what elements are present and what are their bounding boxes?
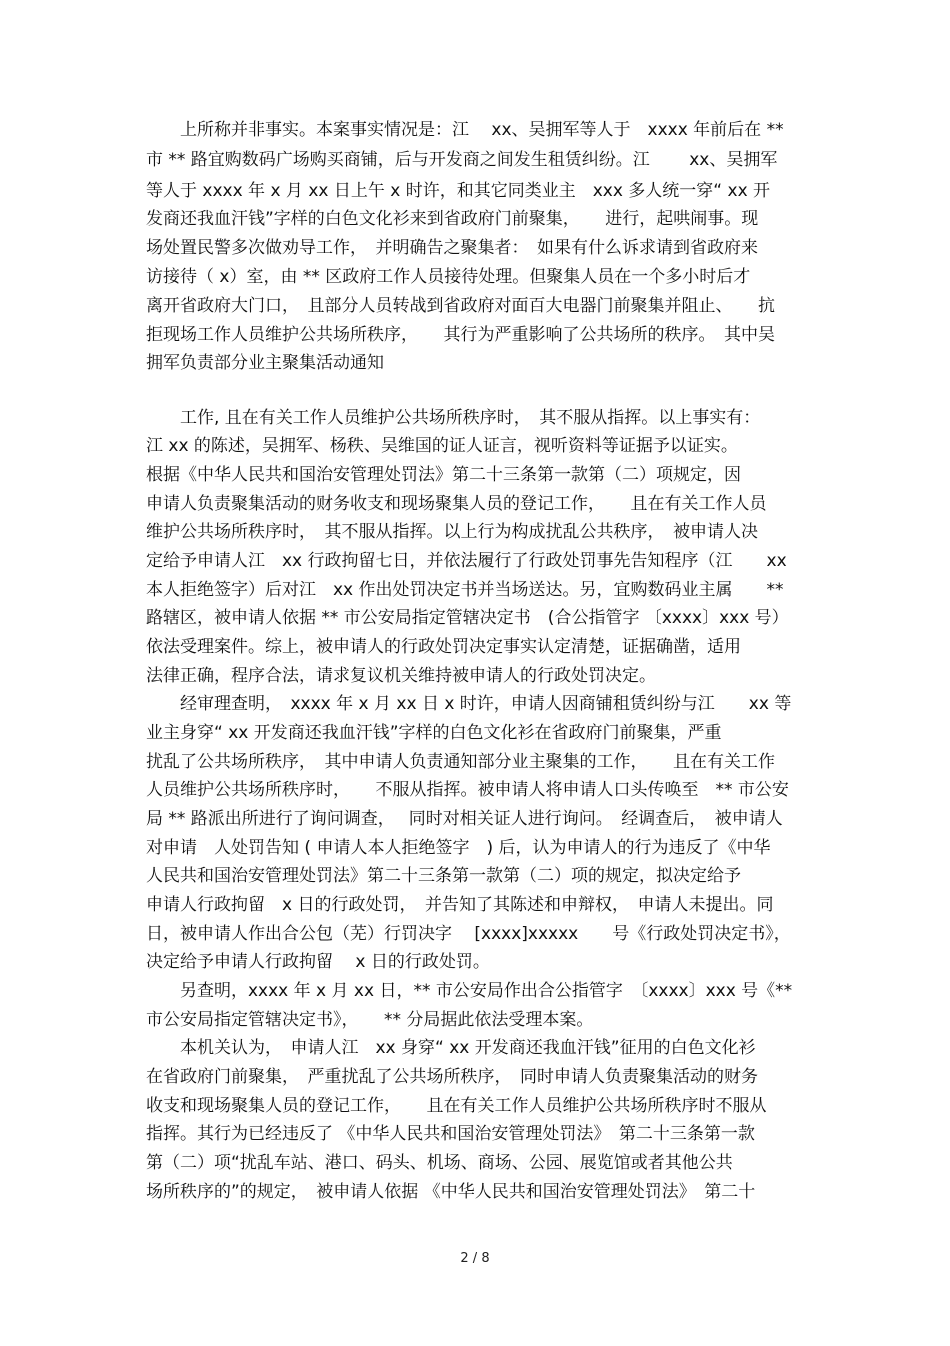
text-line: 维护公共场所秩序时， 其不服从指挥。以上行为构成扰乱公共秩序， 被申请人决 [146, 522, 758, 542]
text-line: 拒现场工作人员维护公共场所秩序， 其行为严重影响了公共场所的秩序。 其中吴 [146, 325, 775, 345]
text-line: 根据《中华人民共和国治安管理处罚法》第二十三条第一款第（二）项规定，因 [146, 465, 741, 485]
text-line: 工作, 且在有关工作人员维护公共场所秩序时， 其不服从指挥。以上事实有： [146, 408, 761, 428]
text-line: 江 xx 的陈述，吴拥军、杨秩、吴维国的证人证言，视听资料等证据予以证实。 [146, 436, 738, 456]
text-line: 发商还我血汗钱”字样的白色文化衫来到省政府门前聚集， 进行，起哄闹事。现 [146, 209, 759, 229]
text-line: 等人于 xxxx 年 x 月 xx 日上午 x 时许，和其它同类业主 xxx 多人统一穿“ xx 开 [146, 181, 771, 201]
text-line: 定给予申请人江 xx 行政拘留七日，并依法履行了行政处罚事先告知程序（江 xx [146, 551, 787, 571]
text-line: 路辖区，被申请人依据 ** 市公安局指定管辖决定书 (合公指管字 〔xxxx〕xxx 号） [146, 608, 789, 628]
text-line: 本人拒绝签字）后对江 xx 作出处罚决定书并当场送达。另，宜购数码业主属 ** [146, 580, 784, 600]
text-line: 决定给予申请人行政拘留 x 日的行政处罚。 [146, 952, 490, 972]
text-line: 访接待（ x）室，由 ** 区政府工作人员接待处理。但聚集人员在一个多小时后才 [146, 267, 751, 287]
text-line: 指挥。其行为已经违反了 《中华人民共和国治安管理处罚法》 第二十三条第一款 [146, 1124, 755, 1144]
text-line: 对申请 人处罚告知 ( 申请人本人拒绝签字 ) 后，认为申请人的行为违反了《中华 [146, 838, 771, 858]
text-line: 拥军负责部分业主聚集活动通知 [146, 353, 384, 373]
text-line: 人员维护公共场所秩序时， 不服从指挥。被申请人将申请人口头传唤至 ** 市公安 [146, 780, 789, 800]
text-line: 离开省政府大门口， 且部分人员转战到省政府对面百大电器门前聚集并阻止、 抗 [146, 296, 775, 316]
text-line: 在省政府门前聚集， 严重扰乱了公共场所秩序， 同时申请人负责聚集活动的财务 [146, 1067, 758, 1087]
page-number: 2 / 8 [460, 1251, 490, 1266]
text-line: 业主身穿“ xx 开发商还我血汗钱”字样的白色文化衫在省政府门前聚集，严重 [146, 723, 722, 743]
text-line: 申请人负责聚集活动的财务收支和现场聚集人员的登记工作， 且在有关工作人员 [146, 494, 767, 514]
text-line: 上所称并非事实。本案事实情况是：江 xx、吴拥军等人于 xxxx 年前后在 ** [146, 120, 784, 140]
text-line: 场所秩序的”的规定， 被申请人依据 《中华人民共和国治安管理处罚法》 第二十 [146, 1182, 756, 1202]
text-line: 市公安局指定管辖决定书》， ** 分局据此依法受理本案。 [146, 1010, 594, 1030]
text-line: 申请人行政拘留 x 日的行政处罚， 并告知了其陈述和申辩权， 申请人未提出。同 [146, 895, 774, 915]
text-line: 另查明，xxxx 年 x 月 xx 日，** 市公安局作出合公指管字 〔xxxx〕xxx 号《** [146, 981, 793, 1001]
text-line: 扰乱了公共场所秩序， 其中申请人负责通知部分业主聚集的工作， 且在有关工作 [146, 752, 775, 772]
text-line: 收支和现场聚集人员的登记工作， 且在有关工作人员维护公共场所秩序时不服从 [146, 1096, 767, 1116]
text-line: 局 ** 路派出所进行了询问调查， 同时对相关证人进行询问。 经调查后， 被申请人 [146, 809, 783, 829]
text-line: 法律正确，程序合法，请求复议机关维持被申请人的行政处罚决定。 [146, 666, 656, 686]
text-line: 市 ** 路宜购数码广场购买商铺，后与开发商之间发生租赁纠纷。江 xx、吴拥军 [146, 150, 778, 170]
text-line: 第（二）项“扰乱车站、港口、码头、机场、商场、公园、展览馆或者其他公共 [146, 1153, 733, 1173]
text-line: 日，被申请人作出合公包（芜）行罚决字 [xxxx]xxxxx 号《行政处罚决定书》， [146, 924, 791, 944]
text-line: 场处置民警多次做劝导工作， 并明确告之聚集者： 如果有什么诉求请到省政府来 [146, 238, 758, 258]
text-line: 人民共和国治安管理处罚法》第二十三条第一款第（二）项的规定，拟决定给予 [146, 866, 741, 886]
text-line: 经审理查明， xxxx 年 x 月 xx 日 x 时许，申请人因商铺租赁纠纷与江 xx 等 [146, 694, 792, 714]
text-line: 依法受理案件。综上，被申请人的行政处罚决定事实认定清楚，证据确凿，适用 [146, 637, 741, 657]
text-line: 本机关认为， 申请人江 xx 身穿“ xx 开发商还我血汗钱”征用的白色文化衫 [146, 1038, 756, 1058]
